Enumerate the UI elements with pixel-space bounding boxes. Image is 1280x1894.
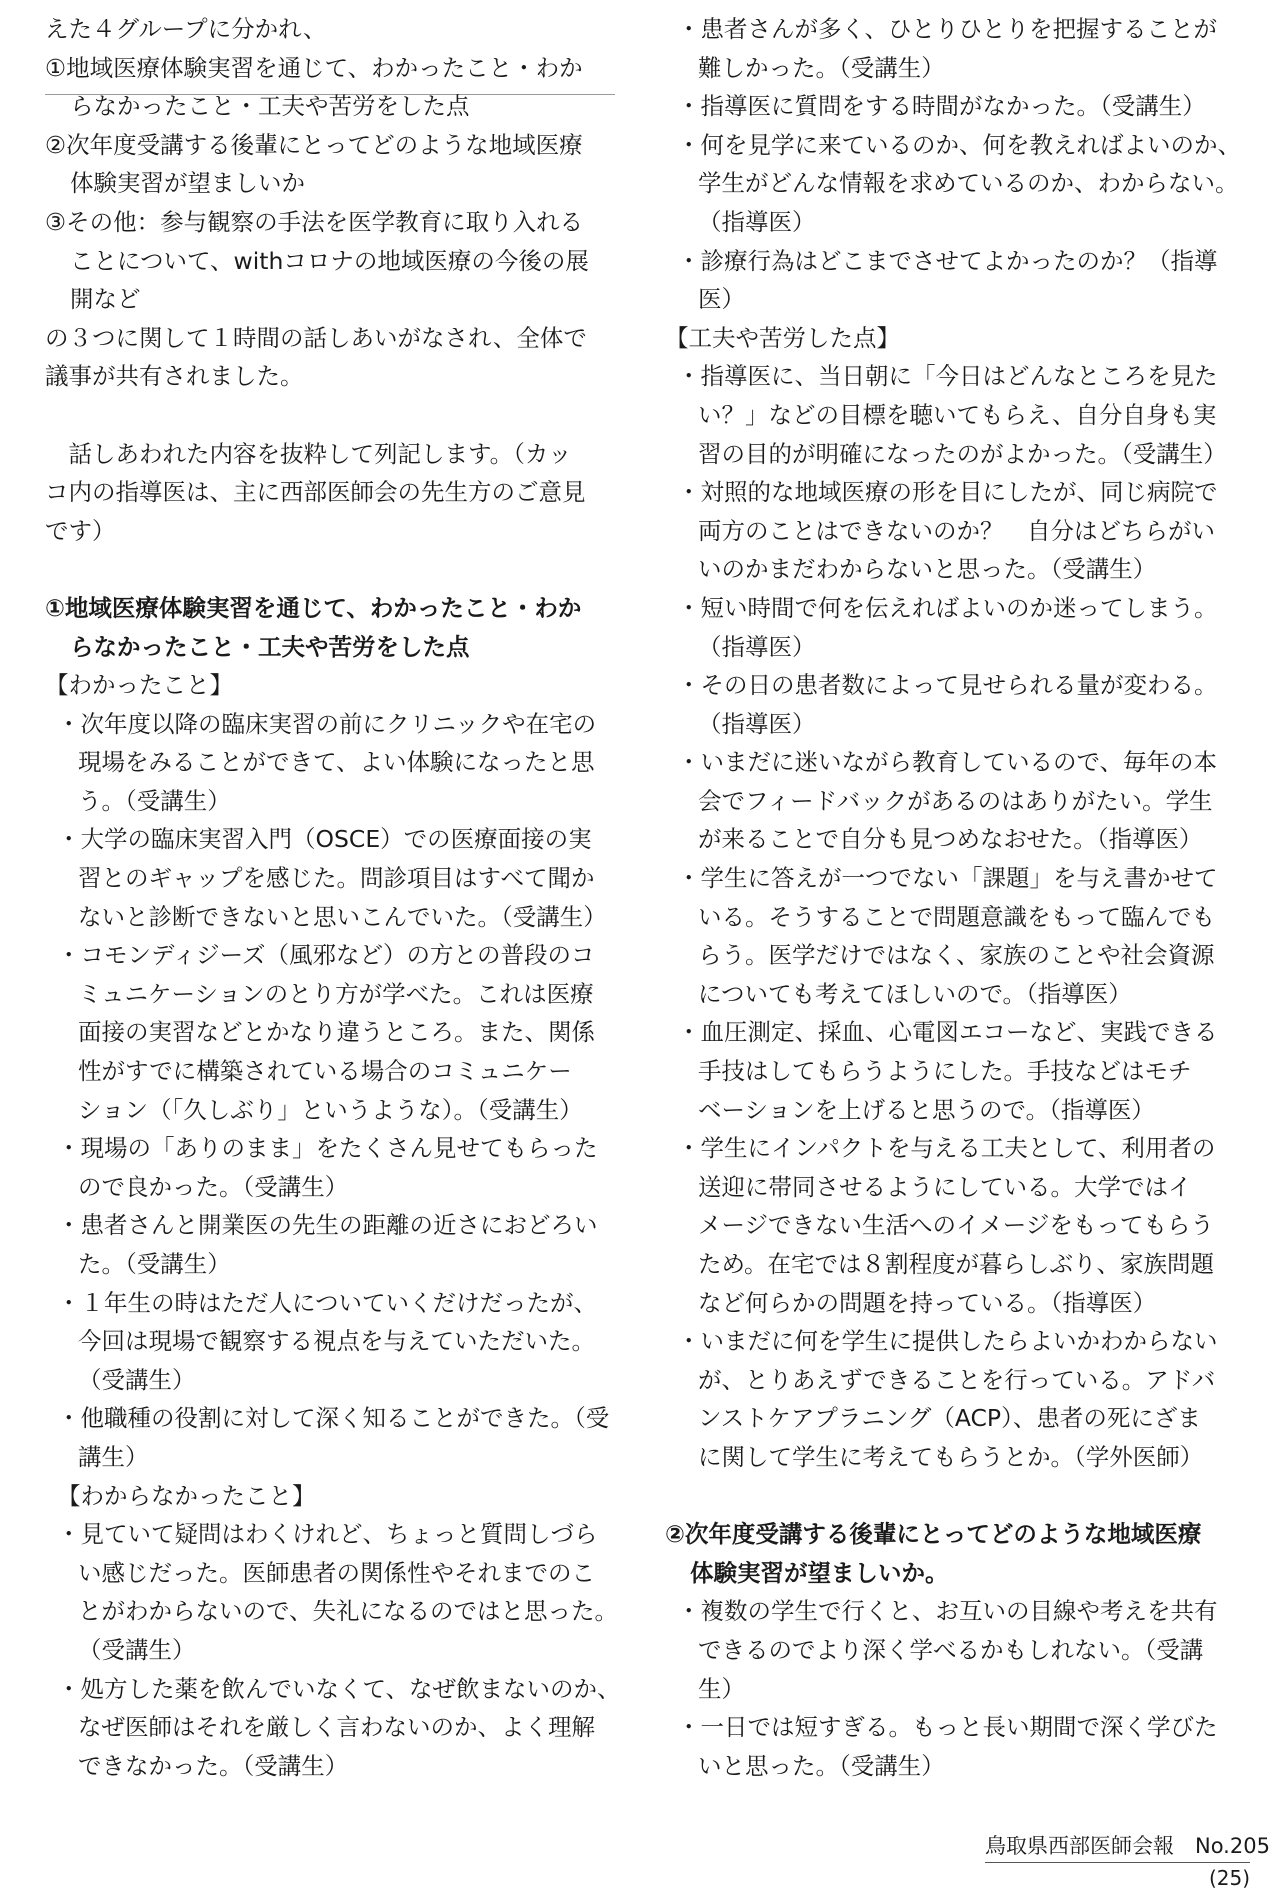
bullet-item: ・学生に答えが一つでない「課題」を与え書かせて [677, 864, 1218, 893]
intro-line: ①地域医療体験実習を通じて、わかったこと・わか [45, 53, 583, 82]
intro-line: の３つに関して１時間の話しあいがなされ、全体で [45, 323, 587, 352]
bullet-item-cont: い？」などの目標を聴いてもらえ、自分自身も実 [698, 400, 1217, 429]
bullet-item: ・診療行為はどこまでさせてよかったのか？（指導 [677, 246, 1218, 275]
bullet-item: ・その日の患者数によって見せられる量が変わる。 [677, 671, 1218, 700]
bullet-item-cont: いのかまだわからないと思った。（受講生） [698, 555, 1157, 584]
bullet-item-cont: など何らかの問題を持っている。（指導医） [698, 1288, 1157, 1317]
blank-line [45, 396, 640, 435]
bullet-item: ・学生にインパクトを与える工夫として、利用者の [677, 1134, 1216, 1163]
bullet-item: ・次年度以降の臨床実習の前にクリニックや在宅の [57, 709, 597, 738]
bullet-item-cont: が、とりあえずできることを行っている。アドバ [698, 1365, 1216, 1394]
bullet-item-cont: （受講生） [78, 1365, 196, 1394]
section-heading-2: ②次年度受講する後輩にとってどのような地域医療 [665, 1520, 1202, 1549]
bullet-item-cont: （指導医） [698, 207, 816, 236]
bullet-item-cont: ション（「久しぶり」というような）。（受講生） [78, 1095, 583, 1124]
bullet-item-cont: できるのでより深く学べるかもしれない。（受講 [698, 1635, 1204, 1664]
bullet-item-cont: 学生がどんな情報を求めているのか、わからない。 [698, 169, 1239, 198]
bullet-item-cont: 医） [698, 285, 745, 314]
bullet-item-cont: 性がすでに構築されている場合のコミュニケー [78, 1057, 572, 1086]
bullet-item: ・短い時間で何を伝えればよいのか迷ってしまう。 [677, 593, 1218, 622]
bullet-item-cont: ないと診断できないと思いこんでいた。（受講生） [78, 902, 607, 931]
bullet-item: ・１年生の時はただ人についていくだけだったが、 [57, 1288, 598, 1317]
blank-line [45, 550, 640, 589]
bullet-item: ・他職種の役割に対して深く知ることができた。（受 [57, 1404, 610, 1433]
bullet-item: ・見ていて疑問はわくけれど、ちょっと質問しづら [57, 1520, 598, 1549]
bullet-item-cont: ため。在宅では８割程度が暮らしぶり、家族問題 [698, 1250, 1215, 1278]
bullet-item-cont: 習とのギャップを感じた。問診項目はすべて聞か [78, 864, 595, 893]
bullet-item-cont: ベーションを上げると思うので。（指導医） [698, 1095, 1155, 1124]
bullet-item: ・処方した薬を飲んでいなくて、なぜ飲まないのか、 [57, 1674, 621, 1703]
bullet-item: ・複数の学生で行くと、お互いの目線や考えを共有 [677, 1597, 1218, 1626]
bullet-item-cont: についても考えてほしいので。（指導医） [698, 979, 1132, 1008]
bullet-item-cont: 手技はしてもらうようにした。手技などはモチ [698, 1057, 1192, 1086]
bullet-item: ・指導医に、当日朝に「今日はどんなところを見た [677, 362, 1218, 391]
section-heading-1: らなかったこと・工夫や苦労をした点 [70, 632, 470, 661]
bullet-item-cont: が来ることで自分も見つめなおせた。（指導医） [698, 825, 1203, 854]
bullet-item: ・指導医に質問をする時間がなかった。（受講生） [677, 92, 1206, 121]
bullet-item: ・いまだに何を学生に提供したらよいかわからない [677, 1327, 1218, 1356]
footer-rule [985, 1862, 1250, 1863]
subsection-label: 【わかったこと】 [45, 671, 233, 700]
bullet-item-cont: （指導医） [698, 709, 816, 738]
bullet-item-cont: 講生） [78, 1442, 149, 1471]
bullet-item: ・現場の「ありのまま」をたくさん見せてもらった [57, 1134, 598, 1163]
paragraph-line: 話しあわれた内容を抜粋して列記します。（カッ [45, 439, 572, 468]
intro-line: 体験実習が望ましいか [70, 169, 305, 198]
bullet-item-cont: なぜ医師はそれを厳しく言わないのか、よく理解 [78, 1713, 595, 1742]
page-number: (25) [1208, 1866, 1250, 1890]
bullet-item-cont: ンストケアプラニング（ACP）、患者の死にざま [698, 1404, 1201, 1433]
intro-line: ③その他：参与観察の手法を医学教育に取り入れる [45, 207, 584, 236]
page-footer [985, 1832, 1270, 1891]
section-heading-2: 体験実習が望ましいか。 [690, 1558, 949, 1587]
bullet-item-cont: 送迎に帯同させるようにしている。大学ではイ [698, 1172, 1192, 1201]
paragraph-line: コ内の指導医は、主に西部医師会の先生方のご意見 [45, 478, 586, 507]
bullet-item-cont: 難しかった。（受講生） [698, 53, 945, 82]
intro-line: ことについて、withコロナの地域医療の今後の展 [70, 246, 589, 275]
paragraph-line: です） [45, 516, 116, 545]
bullet-item-cont: に関して学生に考えてもらうとか。（学外医師） [698, 1442, 1204, 1471]
left-column [45, 10, 640, 1785]
bullet-item-cont: 習の目的が明確になったのがよかった。（受講生） [698, 439, 1227, 468]
journal-name: 鳥取県西部医師会報 No.205 [985, 1834, 1270, 1858]
bullet-item-cont: いる。そうすることで問題意識をもって臨んでも [698, 902, 1215, 931]
bullet-item: ・いまだに迷いながら教育しているので、毎年の本 [677, 748, 1218, 777]
bullet-item: ・対照的な地域医療の形を目にしたが、同じ病院で [677, 478, 1218, 507]
bullet-item: ・何を見学に来ているのか、何を教えればよいのか、 [677, 130, 1241, 159]
intro-line: らなかったこと・工夫や苦労をした点 [70, 92, 470, 121]
bullet-item: ・患者さんが多く、ひとりひとりを把握することが [677, 15, 1218, 43]
bullet-item: ・一日では短すぎる。もっと長い期間で深く学びた [677, 1713, 1218, 1742]
intro-line: 議事が共有されました。 [45, 362, 304, 391]
intro-line: ②次年度受講する後輩にとってどのような地域医療 [45, 130, 583, 159]
bullet-item-cont: （受講生） [78, 1635, 196, 1664]
bullet-item: ・コモンディジーズ（風邪など）の方との普段のコ [57, 941, 595, 970]
bullet-item-cont: 面接の実習などとかなり違うところ。また、関係 [78, 1018, 595, 1047]
blank-line [665, 1477, 1260, 1516]
bullet-item-cont: 現場をみることができて、よい体験になったと思 [78, 748, 595, 777]
bullet-item-cont: ので良かった。（受講生） [78, 1172, 349, 1201]
bullet-item-cont: 今回は現場で観察する視点を与えていただいた。 [78, 1327, 595, 1356]
bullet-item-cont: いと思った。（受講生） [698, 1751, 945, 1780]
bullet-item: ・血圧測定、採血、心電図エコーなど、実践できる [677, 1018, 1218, 1047]
bullet-item-cont: メージできない生活へのイメージをもってもらう [698, 1211, 1214, 1240]
bullet-item-cont: 会でフィードバックがあるのはありがたい。学生 [698, 786, 1213, 815]
subsection-label: 【わからなかったこと】 [57, 1481, 316, 1510]
bullet-item-cont: ミュニケーションのとり方が学べた。これは医療 [78, 979, 594, 1008]
bullet-item: ・大学の臨床実習入門（OSCE）での医療面接の実 [57, 825, 592, 854]
bullet-item-cont: う。（受講生） [78, 786, 231, 815]
bullet-item-cont: た。（受講生） [78, 1250, 231, 1278]
right-column [665, 10, 1260, 1785]
section-heading-1: ①地域医療体験実習を通じて、わかったこと・わか [45, 593, 582, 622]
bullet-item-cont: い感じだった。医師患者の関係性やそれまでのこ [78, 1558, 595, 1587]
bullet-item-cont: とがわからないので、失礼になるのではと思った。 [78, 1597, 619, 1626]
bullet-item: ・患者さんと開業医の先生の距離の近さにおどろい [57, 1211, 598, 1240]
bullet-item-cont: できなかった。（受講生） [78, 1751, 349, 1780]
intro-line: 開など [70, 285, 141, 314]
bullet-item-cont: 生） [698, 1674, 745, 1703]
bullet-item-cont: 両方のことはできないのか？ 自分はどちらがい [698, 516, 1215, 545]
bullet-item-cont: （指導医） [698, 632, 816, 661]
intro-line: えた４グループに分かれ、 [45, 15, 327, 43]
subsection-label: 【工夫や苦労した点】 [665, 323, 900, 352]
bullet-item-cont: らう。医学だけではなく、家族のことや社会資源 [698, 941, 1215, 970]
